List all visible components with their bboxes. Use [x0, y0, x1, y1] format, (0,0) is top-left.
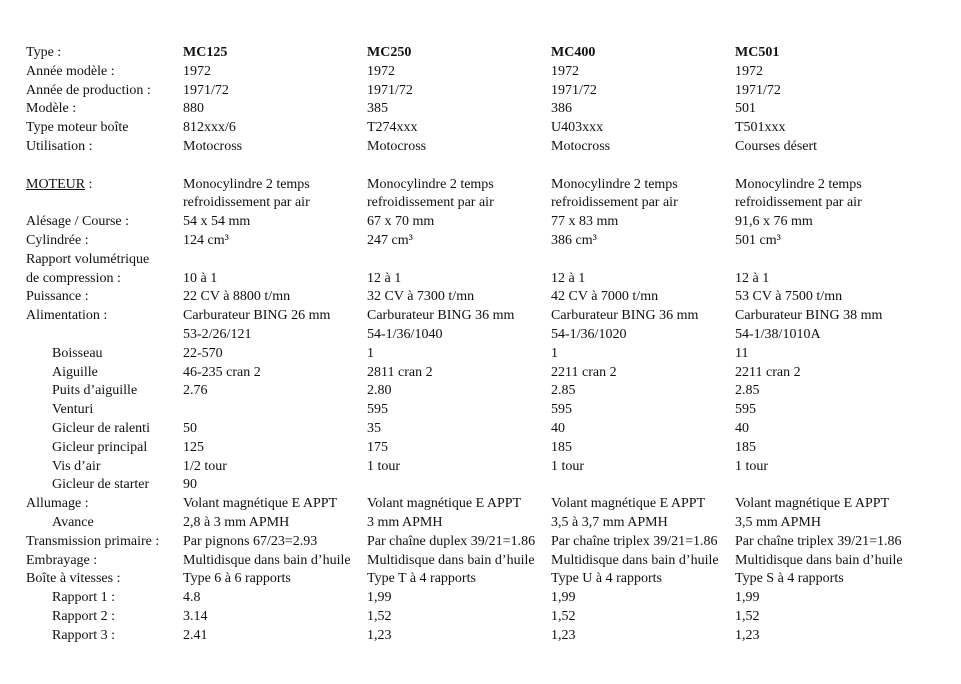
value-cell: Carburateur BING 38 mm — [735, 308, 883, 324]
value-cell: 175 — [367, 439, 388, 455]
row-label: Aiguille — [52, 364, 98, 380]
section-heading: MOTEUR — [26, 176, 86, 192]
value-cell: 22-570 — [183, 345, 223, 361]
value-cell: Multidisque dans bain d’huile — [551, 552, 719, 568]
value-cell: 2211 cran 2 — [551, 364, 617, 380]
value-cell: 40 — [551, 420, 565, 436]
value-cell: Multidisque dans bain d’huile — [367, 552, 535, 568]
value-cell: 1972 — [367, 63, 395, 79]
value-cell: 1 — [551, 345, 558, 361]
value-cell: Monocylindre 2 temps — [367, 176, 494, 192]
spec-row — [26, 44, 925, 63]
spec-row — [26, 100, 925, 119]
value-cell: 54-1/36/1020 — [551, 326, 627, 342]
value-cell — [551, 476, 735, 495]
spec-row — [26, 138, 925, 157]
value-cell: 501 — [735, 101, 756, 117]
value-cell: 1/2 tour — [183, 458, 227, 474]
value-cell: 2811 cran 2 — [367, 364, 433, 380]
value-cell: 1,99 — [551, 590, 576, 606]
row-label: Année modèle : — [26, 63, 115, 79]
value-cell: Type 6 à 6 rapports — [183, 571, 291, 587]
value-cell — [735, 476, 925, 495]
value-cell: Par chaîne triplex 39/21=1.86 — [551, 533, 718, 549]
value-cell — [367, 476, 551, 495]
value-cell: 501 cm³ — [735, 232, 781, 248]
value-cell: 3.14 — [183, 608, 208, 624]
value-cell: 1,23 — [367, 627, 392, 643]
value-cell: 54 x 54 mm — [183, 214, 251, 230]
spec-row — [26, 439, 925, 458]
row-label: Modèle : — [26, 101, 77, 117]
value-cell: 3,5 à 3,7 mm APMH — [551, 514, 668, 530]
value-cell: 1,23 — [551, 627, 576, 643]
spec-row — [26, 552, 925, 571]
spec-row — [26, 288, 925, 307]
value-cell: Volant magnétique E APPT — [367, 496, 522, 512]
row-label — [26, 194, 183, 213]
value-cell: Type S à 4 rapports — [735, 571, 844, 587]
value-cell: 90 — [183, 477, 197, 493]
value-cell: refroidissement par air — [735, 195, 862, 211]
value-cell: 1971/72 — [551, 82, 597, 98]
value-cell: 1 tour — [367, 458, 401, 474]
value-cell: 67 x 70 mm — [367, 214, 435, 230]
spec-row — [26, 458, 925, 477]
value-cell: 1 — [367, 345, 374, 361]
value-cell: 2211 cran 2 — [735, 364, 801, 380]
value-cell: Motocross — [367, 138, 427, 154]
value-cell: Volant magnétique E APPT — [183, 496, 338, 512]
spec-row — [26, 364, 925, 383]
value-cell: Motocross — [183, 138, 243, 154]
row-label: Gicleur de starter — [52, 477, 150, 493]
value-cell: 77 x 83 mm — [551, 214, 619, 230]
section-heading-suffix: : — [85, 176, 93, 192]
value-cell: 1,52 — [735, 608, 760, 624]
spec-row — [26, 251, 925, 270]
model-header: MC250 — [367, 45, 412, 60]
value-cell: 880 — [183, 101, 204, 117]
value-cell: 1971/72 — [735, 82, 781, 98]
value-cell: 11 — [735, 345, 749, 361]
model-header: MC125 — [183, 45, 228, 60]
value-cell: 54-1/36/1040 — [367, 326, 443, 342]
value-cell: Par pignons 67/23=2.93 — [183, 533, 318, 549]
row-label: Vis d’air — [52, 458, 101, 474]
value-cell: 12 à 1 — [551, 270, 586, 286]
row-label: Rapport 3 : — [52, 627, 115, 643]
value-cell: refroidissement par air — [551, 195, 678, 211]
row-label: Utilisation : — [26, 138, 93, 154]
value-cell: Monocylindre 2 temps — [551, 176, 678, 192]
spec-row — [26, 119, 925, 138]
value-cell: T501xxx — [735, 120, 786, 136]
spec-row — [26, 345, 925, 364]
value-cell: refroidissement par air — [183, 195, 310, 211]
value-cell: 1,99 — [367, 590, 392, 606]
value-cell: 1972 — [551, 63, 579, 79]
value-cell: 1971/72 — [183, 82, 229, 98]
value-cell: 91,6 x 76 mm — [735, 214, 813, 230]
value-cell: 35 — [367, 420, 381, 436]
value-cell: 1 tour — [551, 458, 585, 474]
row-label: Boîte à vitesses : — [26, 571, 121, 587]
value-cell: Multidisque dans bain d’huile — [183, 552, 351, 568]
row-label: Embrayage : — [26, 552, 98, 568]
value-cell: 386 cm³ — [551, 232, 597, 248]
value-cell: 40 — [735, 420, 749, 436]
row-label: Gicleur principal — [52, 439, 148, 455]
value-cell — [183, 251, 367, 270]
row-label: Alésage / Course : — [26, 214, 130, 230]
value-cell: 2.85 — [551, 383, 576, 399]
model-header: MC501 — [735, 45, 780, 60]
spec-row — [26, 63, 925, 82]
value-cell: 1,52 — [367, 608, 392, 624]
value-cell: 1,52 — [551, 608, 576, 624]
spec-row — [26, 608, 925, 627]
value-cell: Carburateur BING 26 mm — [183, 308, 331, 324]
value-cell: refroidissement par air — [367, 195, 494, 211]
value-cell: 12 à 1 — [735, 270, 770, 286]
value-cell: 2.41 — [183, 627, 208, 643]
spec-row — [26, 514, 925, 533]
row-label: Allumage : — [26, 496, 89, 512]
value-cell: 595 — [551, 402, 572, 418]
value-cell: 1972 — [183, 63, 211, 79]
spec-row — [26, 495, 925, 514]
value-cell — [367, 251, 551, 270]
spec-row — [26, 476, 925, 495]
spec-row — [26, 627, 925, 646]
value-cell: 32 CV à 7300 t/mn — [367, 289, 475, 305]
value-cell: Volant magnétique E APPT — [551, 496, 706, 512]
value-cell: Carburateur BING 36 mm — [551, 308, 699, 324]
value-cell: 2,8 à 3 mm APMH — [183, 514, 290, 530]
value-cell: Par chaîne triplex 39/21=1.86 — [735, 533, 902, 549]
value-cell: Monocylindre 2 temps — [735, 176, 862, 192]
value-cell: 124 cm³ — [183, 232, 229, 248]
value-cell: 53 CV à 7500 t/mn — [735, 289, 843, 305]
value-cell: 185 — [551, 439, 572, 455]
value-cell: 385 — [367, 101, 388, 117]
value-cell: T274xxx — [367, 120, 418, 136]
row-label: de compression : — [26, 270, 121, 286]
value-cell — [551, 251, 735, 270]
value-cell: 2.80 — [367, 383, 392, 399]
value-cell: 4.8 — [183, 590, 201, 606]
value-cell — [183, 401, 367, 420]
value-cell: 812xxx/6 — [183, 120, 236, 136]
spec-row — [26, 401, 925, 420]
value-cell: Type T à 4 rapports — [367, 571, 476, 587]
row-label: Transmission primaire : — [26, 533, 160, 549]
value-cell: Carburateur BING 36 mm — [367, 308, 515, 324]
spec-row — [26, 213, 925, 232]
spec-row — [26, 194, 925, 213]
value-cell: Multidisque dans bain d’huile — [735, 552, 903, 568]
value-cell: 50 — [183, 420, 197, 436]
value-cell: U403xxx — [551, 120, 604, 136]
row-label: Venturi — [52, 402, 94, 418]
spec-row — [26, 326, 925, 345]
value-cell: 53-2/26/121 — [183, 326, 252, 342]
value-cell: 54-1/38/1010A — [735, 326, 821, 342]
value-cell: 10 à 1 — [183, 270, 218, 286]
value-cell: Monocylindre 2 temps — [183, 176, 310, 192]
value-cell: Motocross — [551, 138, 611, 154]
value-cell: Par chaîne duplex 39/21=1.86 — [367, 533, 536, 549]
value-cell: 12 à 1 — [367, 270, 402, 286]
spec-row — [26, 232, 925, 251]
row-label — [26, 176, 183, 195]
spec-row — [26, 420, 925, 439]
value-cell: 125 — [183, 439, 204, 455]
spec-row — [26, 176, 925, 195]
spec-row — [26, 570, 925, 589]
spec-row — [26, 382, 925, 401]
spec-table — [26, 44, 925, 646]
value-cell: 386 — [551, 101, 572, 117]
row-label: Cylindrée : — [26, 232, 89, 248]
value-cell: 1,99 — [735, 590, 760, 606]
value-cell: 595 — [735, 402, 756, 418]
value-cell: 1,23 — [735, 627, 760, 643]
spec-row — [26, 589, 925, 608]
row-label: Gicleur de ralenti — [52, 420, 150, 436]
row-label: Puissance : — [26, 289, 89, 305]
model-header: MC400 — [551, 45, 596, 60]
row-label: Type moteur boîte — [26, 120, 129, 136]
value-cell: Courses désert — [735, 138, 818, 154]
row-label: Rapport 1 : — [52, 590, 115, 606]
value-cell: 595 — [367, 402, 388, 418]
spec-row — [26, 533, 925, 552]
value-cell: 1 tour — [735, 458, 769, 474]
value-cell: 46-235 cran 2 — [183, 364, 261, 380]
row-label: Année de production : — [26, 82, 151, 98]
value-cell: 1972 — [735, 63, 763, 79]
value-cell: 42 CV à 7000 t/mn — [551, 289, 659, 305]
spec-row — [26, 270, 925, 289]
spec-row — [26, 82, 925, 101]
value-cell: 185 — [735, 439, 756, 455]
row-label: Avance — [52, 514, 94, 530]
value-cell: Volant magnétique E APPT — [735, 496, 890, 512]
row-label: Rapport 2 : — [52, 608, 115, 624]
spacer-row — [26, 157, 925, 176]
value-cell: 2.85 — [735, 383, 760, 399]
row-label: Rapport volumétrique — [26, 251, 150, 267]
value-cell — [735, 251, 925, 270]
value-cell: 247 cm³ — [367, 232, 413, 248]
value-cell: 1971/72 — [367, 82, 413, 98]
row-label: Type : — [26, 45, 62, 60]
value-cell: 3 mm APMH — [367, 514, 443, 530]
value-cell: 2.76 — [183, 383, 208, 399]
value-cell: 3,5 mm APMH — [735, 514, 821, 530]
row-label: Puits d’aiguille — [52, 383, 138, 399]
value-cell: Type U à 4 rapports — [551, 571, 662, 587]
row-label — [26, 326, 183, 345]
spec-row — [26, 307, 925, 326]
value-cell: 22 CV à 8800 t/mn — [183, 289, 291, 305]
row-label: Boisseau — [52, 345, 103, 361]
row-label: Alimentation : — [26, 308, 108, 324]
